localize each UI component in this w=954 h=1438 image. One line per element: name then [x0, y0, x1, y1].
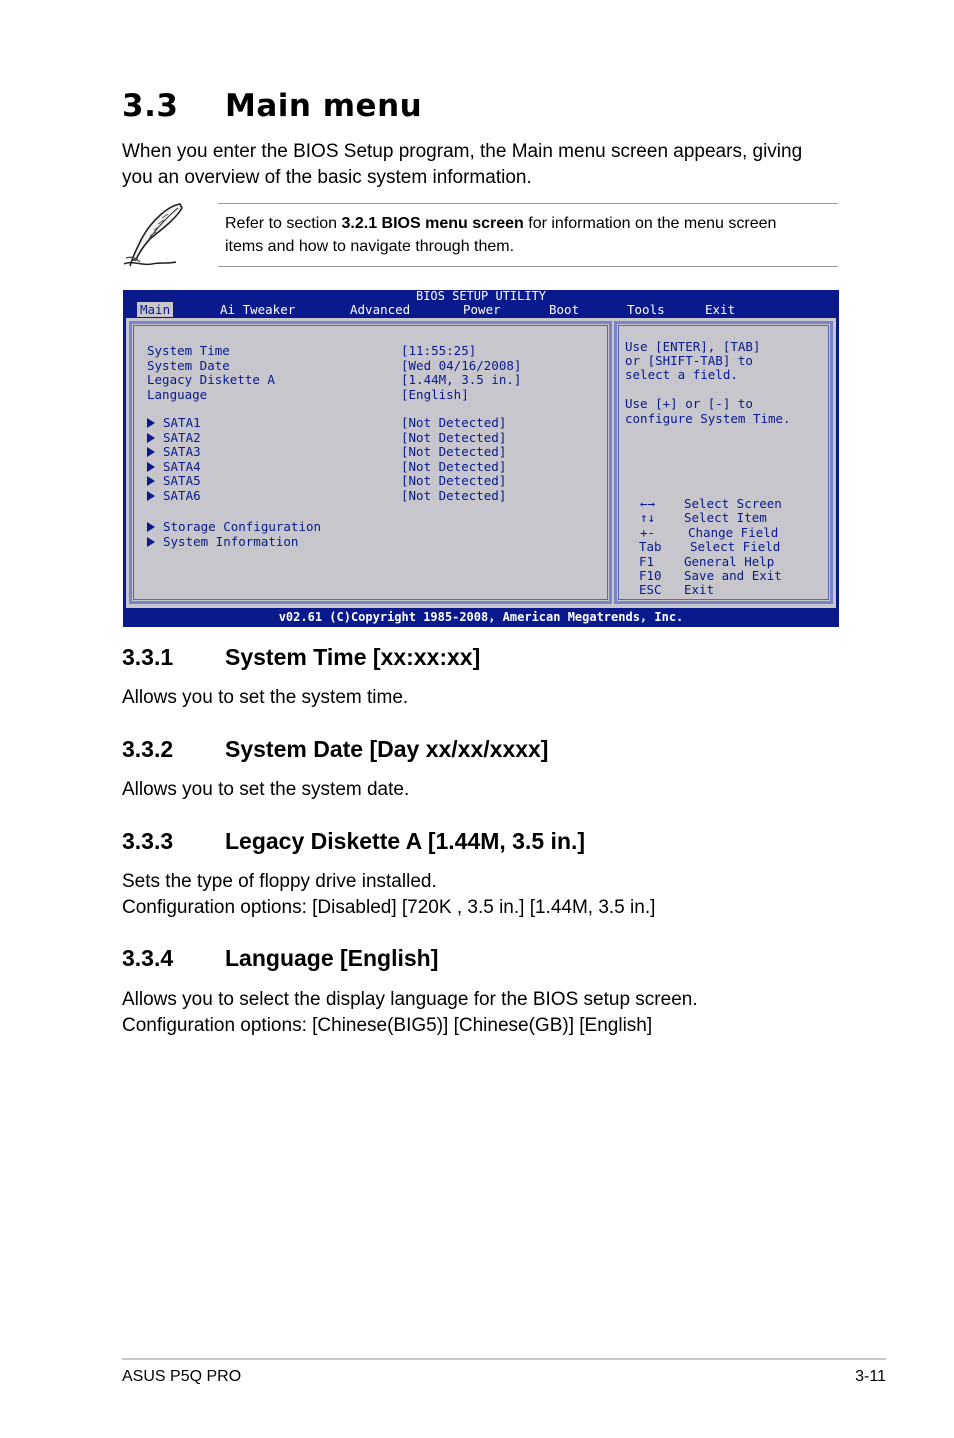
- section-number: 3.3.4: [122, 945, 174, 971]
- bios-help-line: Use [+] or [-] to: [625, 396, 753, 411]
- bios-key-desc: Select Field: [690, 539, 781, 554]
- page-heading: [122, 88, 422, 124]
- bios-key-desc: Change Field: [688, 525, 779, 540]
- bios-value-sata1: [Not Detected]: [401, 415, 507, 430]
- left-right-arrow-icon: ←→: [640, 496, 656, 511]
- section-body-3-3-1: [122, 685, 408, 711]
- note-rule-bottom: [218, 266, 838, 267]
- section-heading-3-3-1: [122, 644, 480, 671]
- bios-menu-power[interactable]: Power: [463, 302, 501, 317]
- bios-item-legacy-diskette[interactable]: Legacy Diskette A: [147, 372, 275, 387]
- pen-note-icon: [122, 200, 188, 268]
- section-title: System Date [Day xx/xx/xxxx]: [225, 736, 549, 762]
- bios-item-sata1[interactable]: [147, 416, 201, 430]
- section-title: Language [English]: [225, 945, 439, 971]
- intro-paragraph: [122, 139, 802, 191]
- bios-menu-ai-tweaker[interactable]: Ai Tweaker: [220, 302, 296, 317]
- bios-key-desc: Save and Exit: [684, 568, 782, 583]
- bios-item-storage-configuration[interactable]: [147, 520, 321, 534]
- note-suffix: for information on the menu screen: [523, 215, 777, 232]
- bios-menu-bar: [123, 302, 839, 317]
- bios-menu-exit[interactable]: Exit: [705, 302, 736, 317]
- up-down-arrow-icon: ↑↓: [640, 510, 656, 525]
- bios-value-system-date[interactable]: [Wed 04/16/2008]: [401, 358, 522, 373]
- bios-key-desc: General Help: [684, 554, 775, 569]
- bios-screen: [123, 290, 839, 627]
- bios-item-sata5[interactable]: [147, 474, 201, 488]
- submenu-arrow-icon: [147, 447, 155, 457]
- section-heading-3-3-4: [122, 945, 438, 972]
- plus-minus-key: +-: [640, 525, 656, 540]
- bios-item-system-information[interactable]: [147, 535, 298, 549]
- bios-value-legacy-diskette[interactable]: [1.44M, 3.5 in.]: [401, 372, 522, 387]
- bios-sata4-label: SATA4: [163, 459, 201, 474]
- section-title: Legacy Diskette A [1.44M, 3.5 in.]: [225, 828, 586, 854]
- section-line: Sets the type of floppy drive installed.: [122, 871, 437, 892]
- section-title: System Time [xx:xx:xx]: [225, 644, 481, 670]
- section-heading-3-3-3: [122, 828, 585, 855]
- bios-sata5-label: SATA5: [163, 473, 201, 488]
- section-line: Configuration options: [Chinese(BIG5)] [Chinese(GB)] [English]: [122, 1015, 653, 1036]
- bios-key-desc: Exit: [684, 582, 715, 597]
- section-number: 3.3.1: [122, 644, 174, 670]
- submenu-arrow-icon: [147, 522, 155, 532]
- bios-sata6-label: SATA6: [163, 488, 201, 503]
- bios-menu-main[interactable]: Main: [137, 302, 173, 317]
- bios-value-sata2: [Not Detected]: [401, 430, 507, 445]
- note-rule-top: [218, 203, 838, 204]
- bios-item-sata6[interactable]: [147, 489, 201, 503]
- bios-storage-label: Storage Configuration: [163, 519, 322, 534]
- bios-sysinfo-label: System Information: [163, 534, 299, 549]
- bios-item-sata3[interactable]: [147, 445, 201, 459]
- intro-line-1: When you enter the BIOS Setup program, the Main menu screen appears, giving: [122, 141, 803, 162]
- bios-value-language[interactable]: [English]: [401, 387, 469, 402]
- footer-page-number: 3-11: [855, 1368, 886, 1385]
- bios-help-line: Use [ENTER], [TAB]: [625, 339, 761, 354]
- esc-key: ESC: [639, 582, 662, 597]
- section-body-3-3-4: [122, 987, 698, 1039]
- bios-sata1-label: SATA1: [163, 415, 201, 430]
- intro-line-2: you an overview of the basic system information.: [122, 167, 532, 188]
- bios-body: [126, 318, 836, 608]
- submenu-arrow-icon: [147, 418, 155, 428]
- bios-menu-boot[interactable]: Boot: [549, 302, 580, 317]
- bios-value-system-time[interactable]: [11:55:25]: [401, 343, 477, 358]
- section-number: 3.3.3: [122, 828, 174, 854]
- section-line: Configuration options: [Disabled] [720K , 3.5 in.] [1.44M, 3.5 in.]: [122, 897, 656, 918]
- bios-value-sata6: [Not Detected]: [401, 488, 507, 503]
- bios-key-desc: Select Screen: [684, 496, 782, 511]
- submenu-arrow-icon: [147, 491, 155, 501]
- submenu-arrow-icon: [147, 537, 155, 547]
- section-body-3-3-2: [122, 777, 409, 803]
- bios-help-line: select a field.: [625, 367, 738, 382]
- bios-help-line: or [SHIFT-TAB] to: [625, 353, 753, 368]
- section-line: Allows you to set the system date.: [122, 779, 410, 800]
- submenu-arrow-icon: [147, 476, 155, 486]
- bios-item-system-time[interactable]: System Time: [147, 343, 230, 358]
- bios-menu-advanced[interactable]: Advanced: [350, 302, 411, 317]
- footer-product: ASUS P5Q PRO: [122, 1368, 242, 1385]
- bios-menu-tools[interactable]: Tools: [627, 302, 665, 317]
- bios-value-sata5: [Not Detected]: [401, 473, 507, 488]
- section-body-3-3-3: [122, 869, 655, 921]
- tab-key: Tab: [639, 539, 662, 554]
- f10-key: F10: [639, 568, 662, 583]
- bios-sata2-label: SATA2: [163, 430, 201, 445]
- bios-item-sata4[interactable]: [147, 460, 201, 474]
- note-text: [225, 212, 776, 258]
- section-line: Allows you to select the display language for the BIOS setup screen.: [122, 989, 698, 1010]
- bios-item-sata2[interactable]: [147, 431, 201, 445]
- section-number: 3.3.2: [122, 736, 174, 762]
- bios-item-language[interactable]: Language: [147, 387, 208, 402]
- note-line-2: items and how to navigate through them.: [225, 238, 515, 255]
- section-line: Allows you to set the system time.: [122, 687, 409, 708]
- note-section-ref: 3.2.1 BIOS menu screen: [341, 215, 524, 232]
- section-heading-3-3-2: [122, 736, 548, 763]
- bios-value-sata3: [Not Detected]: [401, 444, 507, 459]
- f1-key: F1: [639, 554, 655, 569]
- heading-number: 3.3: [122, 88, 179, 124]
- bios-help-line: configure System Time.: [625, 411, 791, 426]
- bios-key-desc: Select Item: [684, 510, 767, 525]
- bios-title: BIOS SETUP UTILITY: [415, 289, 547, 303]
- bios-item-system-date[interactable]: System Date: [147, 358, 230, 373]
- note-prefix: Refer to section: [225, 215, 342, 232]
- footer-rule: [122, 1358, 886, 1360]
- bios-copyright: v02.61 (C)Copyright 1985-2008, American Megatrends, Inc.: [278, 610, 684, 624]
- bios-sata3-label: SATA3: [163, 444, 201, 459]
- heading-title: Main menu: [225, 88, 423, 124]
- submenu-arrow-icon: [147, 433, 155, 443]
- bios-value-sata4: [Not Detected]: [401, 459, 507, 474]
- submenu-arrow-icon: [147, 462, 155, 472]
